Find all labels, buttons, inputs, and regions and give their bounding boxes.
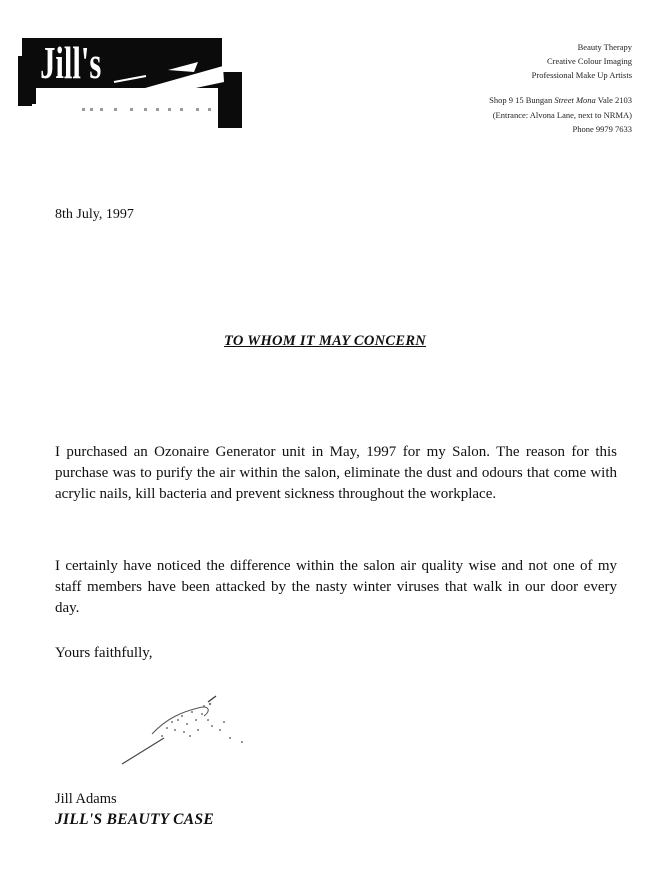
letter-date: 8th July, 1997: [55, 207, 134, 222]
letterhead-services: [532, 40, 632, 82]
service-line: Creative Colour Imaging: [547, 56, 632, 66]
body-paragraph: I purchased an Ozonaire Generator unit in May, 1997 for my Salon. The reason for this purchase was to purify the air within the salon, eliminate the dust and odours that come with acrylic nails, kill bacteria and prevent sickness throughout the workplace.: [55, 444, 617, 502]
business-name: JILL'S BEAUTY CASE: [55, 811, 214, 828]
signer-name: Jill Adams: [55, 791, 117, 807]
closing: Yours faithfully,: [55, 645, 153, 661]
handwritten-signature: [112, 690, 262, 770]
letterhead-address: [489, 93, 632, 137]
jills-logo: [18, 32, 246, 130]
phone-number: Phone 9979 7633: [572, 124, 632, 134]
body-paragraph: I certainly have noticed the difference within the salon air quality wise and not one of my staff members have been attacked by the nasty winter viruses that walk in our door every day.: [55, 558, 617, 616]
service-line: Beauty Therapy: [577, 42, 632, 52]
svg-text:Jill's: Jill's: [40, 39, 102, 89]
letter-subject: TO WHOM IT MAY CONCERN: [223, 333, 427, 349]
entrance-note: (Entrance: Alvona Lane, next to NRMA): [492, 109, 632, 120]
service-line: Professional Make Up Artists: [531, 70, 632, 80]
street-address: Shop 9 15 Bungan Street Mona Vale 2103: [489, 95, 632, 105]
